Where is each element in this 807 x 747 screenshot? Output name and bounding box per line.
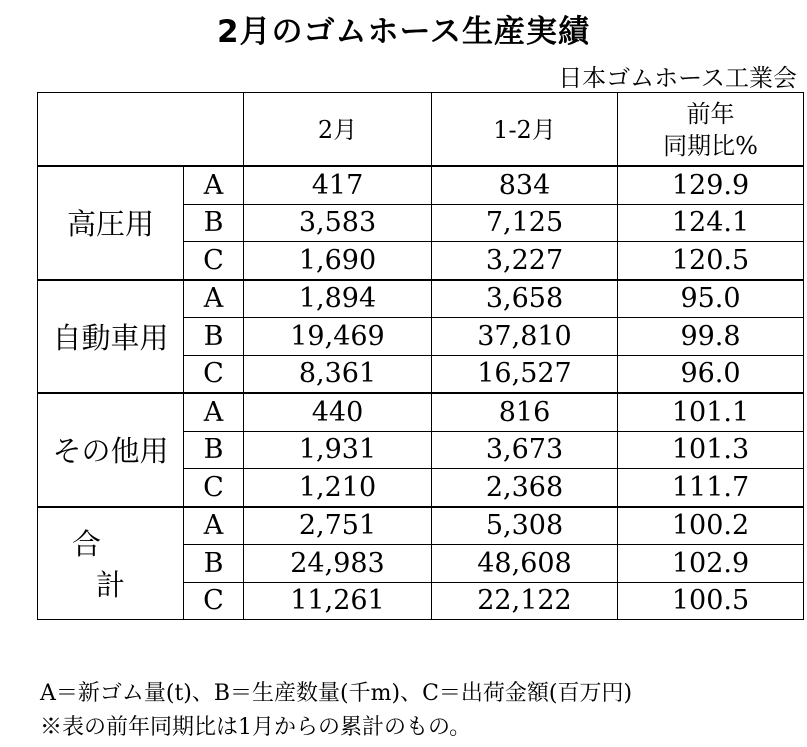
column-header-yoy-line1: 前年 <box>686 100 735 128</box>
cell-month: 11,261 <box>244 582 432 620</box>
row-key: A <box>184 166 244 204</box>
legend-note: A＝新ゴム量(t)、B＝生産数量(千m)、C＝出荷金額(百万円) <box>40 681 633 706</box>
cell-yoy: 100.5 <box>618 582 804 620</box>
row-key: C <box>184 582 244 620</box>
cell-cumulative: 834 <box>432 166 618 204</box>
group-label-other: その他用 <box>38 393 184 507</box>
header-corner <box>38 93 244 167</box>
cell-month: 24,983 <box>244 545 432 583</box>
cell-month: 3,583 <box>244 204 432 242</box>
table-row <box>38 393 804 431</box>
production-table <box>37 92 804 620</box>
cell-yoy: 111.7 <box>618 469 804 507</box>
row-key: B <box>184 318 244 356</box>
cell-cumulative: 37,810 <box>432 318 618 356</box>
cell-yoy: 124.1 <box>618 204 804 242</box>
row-key: B <box>184 204 244 242</box>
source-label: 日本ゴムホース工業会 <box>558 64 797 92</box>
row-key: B <box>184 431 244 469</box>
cell-yoy: 95.0 <box>618 280 804 318</box>
cell-month: 1,931 <box>244 431 432 469</box>
cell-month: 417 <box>244 166 432 204</box>
cell-yoy: 129.9 <box>618 166 804 204</box>
cell-month: 1,690 <box>244 242 432 280</box>
cell-month: 1,210 <box>244 469 432 507</box>
cell-yoy: 120.5 <box>618 242 804 280</box>
cell-cumulative: 3,227 <box>432 242 618 280</box>
cell-cumulative: 2,368 <box>432 469 618 507</box>
row-key: A <box>184 280 244 318</box>
group-label-automotive: 自動車用 <box>38 280 184 394</box>
row-key: A <box>184 507 244 545</box>
cell-month: 440 <box>244 393 432 431</box>
cell-cumulative: 3,658 <box>432 280 618 318</box>
cell-month: 8,361 <box>244 355 432 393</box>
row-key: A <box>184 393 244 431</box>
row-key: C <box>184 242 244 280</box>
cell-yoy: 101.1 <box>618 393 804 431</box>
cell-cumulative: 48,608 <box>432 545 618 583</box>
cell-cumulative: 5,308 <box>432 507 618 545</box>
group-label-total-text: 合計 <box>71 527 173 603</box>
row-key: C <box>184 469 244 507</box>
cell-month: 1,894 <box>244 280 432 318</box>
header-row <box>38 93 804 167</box>
column-header-month: 2月 <box>244 93 432 167</box>
cell-cumulative: 7,125 <box>432 204 618 242</box>
cell-month: 19,469 <box>244 318 432 356</box>
cell-cumulative: 3,673 <box>432 431 618 469</box>
page-title: 2月のゴムホース生産実績 <box>216 14 591 50</box>
cell-yoy: 102.9 <box>618 545 804 583</box>
cell-yoy: 99.8 <box>618 318 804 356</box>
column-header-yoy <box>618 93 804 167</box>
cell-yoy: 101.3 <box>618 431 804 469</box>
cell-month: 2,751 <box>244 507 432 545</box>
group-label-high-pressure: 高圧用 <box>38 166 184 280</box>
table-row <box>38 507 804 545</box>
table-row <box>38 280 804 318</box>
cell-cumulative: 816 <box>432 393 618 431</box>
cell-yoy: 96.0 <box>618 355 804 393</box>
table-row <box>38 166 804 204</box>
group-label-total <box>38 507 184 620</box>
cell-cumulative: 22,122 <box>432 582 618 620</box>
cell-yoy: 100.2 <box>618 507 804 545</box>
column-header-cumulative: 1-2月 <box>432 93 618 167</box>
cell-cumulative: 16,527 <box>432 355 618 393</box>
row-key: C <box>184 355 244 393</box>
footnote: ※表の前年同期比は1月からの累計のもの。 <box>40 715 472 740</box>
column-header-yoy-line2: 同期比% <box>663 132 758 160</box>
row-key: B <box>184 545 244 583</box>
